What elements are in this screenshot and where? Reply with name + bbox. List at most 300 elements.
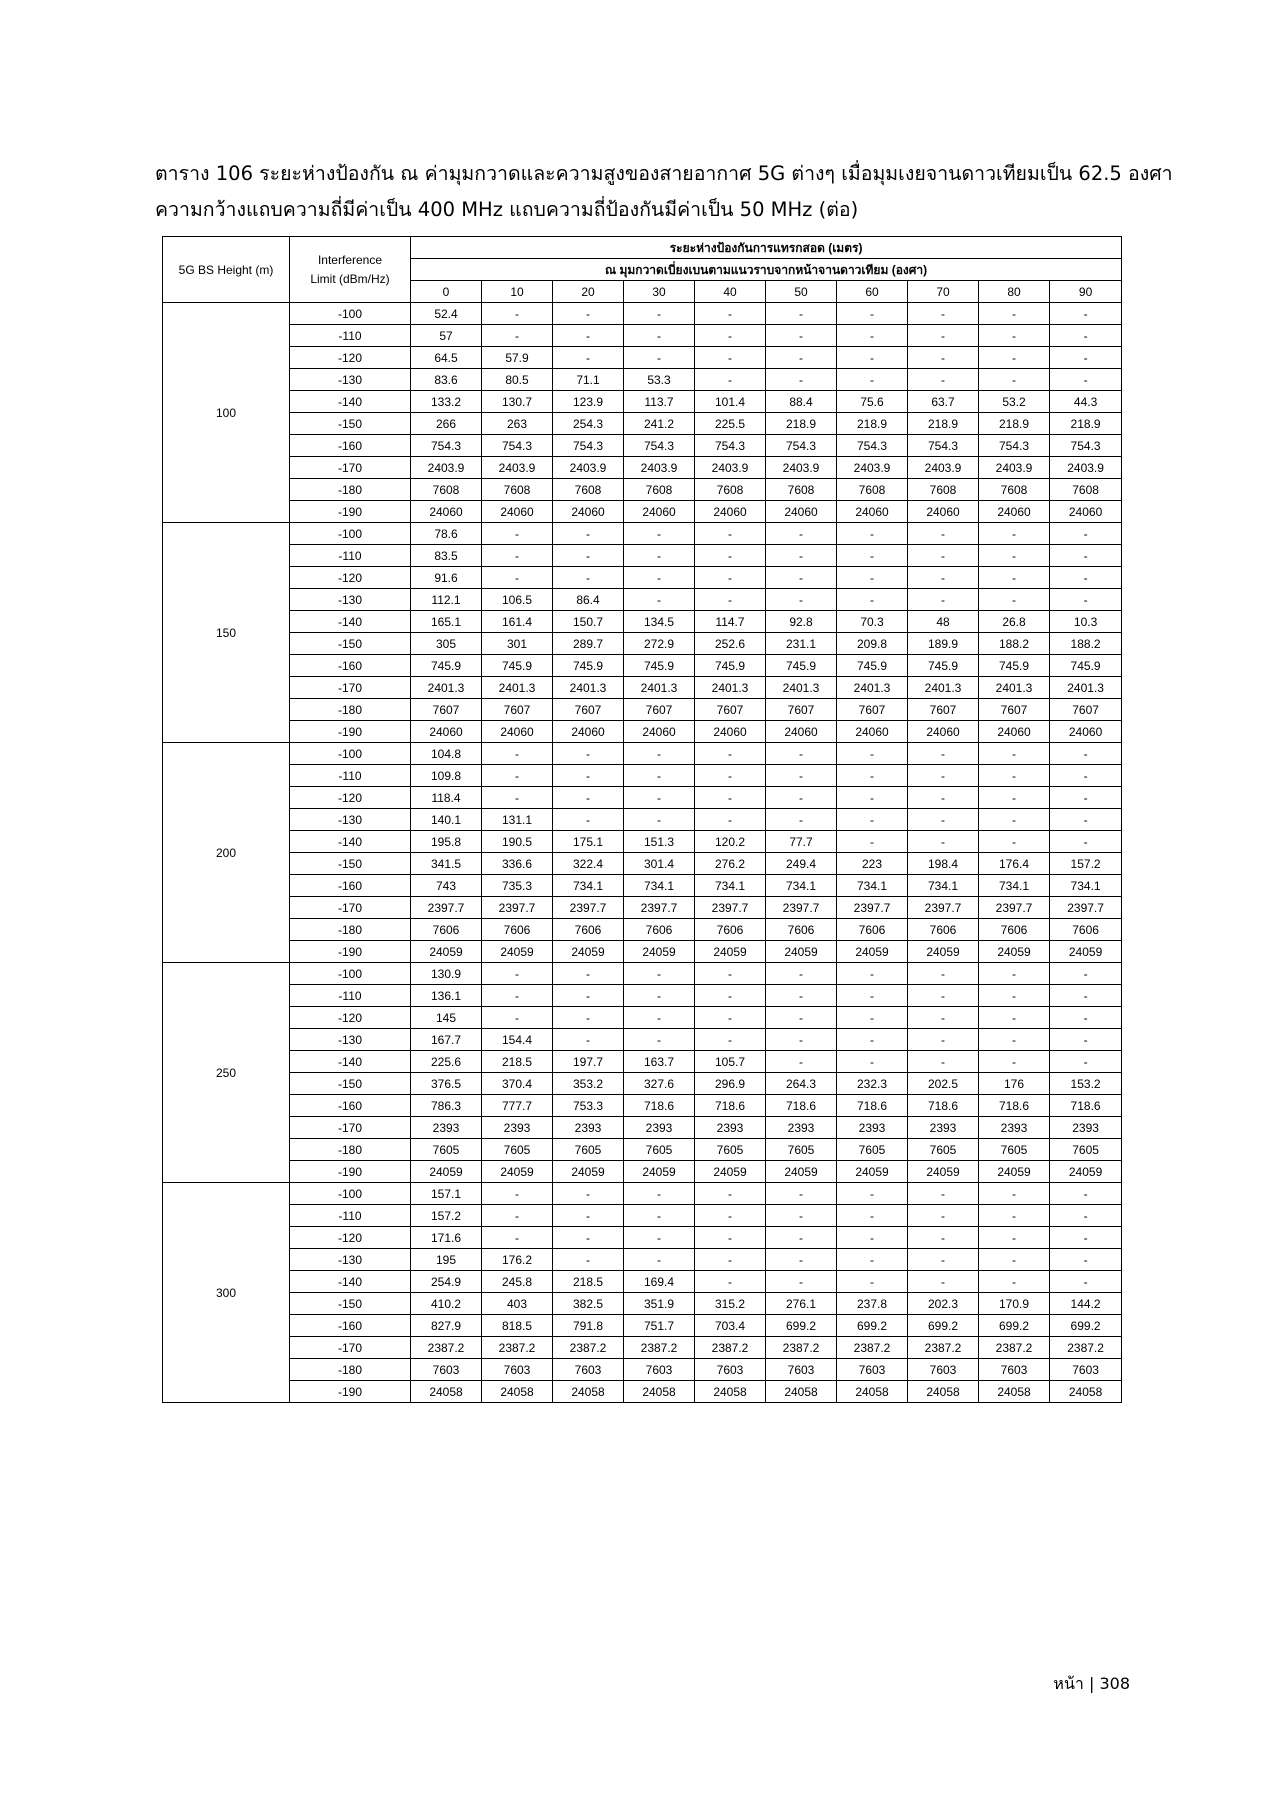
distance-cell: - — [979, 963, 1050, 985]
distance-cell: - — [482, 1007, 553, 1029]
distance-cell: - — [624, 567, 695, 589]
distance-cell: 786.3 — [411, 1095, 482, 1117]
distance-cell: - — [837, 1227, 908, 1249]
distance-cell: 24060 — [837, 501, 908, 523]
distance-cell: - — [553, 1007, 624, 1029]
distance-cell: 7607 — [766, 699, 837, 721]
distance-cell: 734.1 — [1050, 875, 1122, 897]
distance-cell: 154.4 — [482, 1029, 553, 1051]
distance-cell: - — [766, 1271, 837, 1293]
distance-cell: - — [695, 963, 766, 985]
distance-cell: 24059 — [908, 1161, 979, 1183]
distance-cell: - — [1050, 1249, 1122, 1271]
distance-cell: 130.9 — [411, 963, 482, 985]
distance-cell: 2387.2 — [624, 1337, 695, 1359]
table-row — [163, 347, 1122, 369]
distance-cell: 83.5 — [411, 545, 482, 567]
table-row — [163, 1161, 1122, 1183]
distance-cell: 64.5 — [411, 347, 482, 369]
distance-cell: - — [482, 303, 553, 325]
distance-cell: 2397.7 — [837, 897, 908, 919]
distance-cell: 113.7 — [624, 391, 695, 413]
distance-cell: - — [482, 765, 553, 787]
distance-cell: 24058 — [695, 1381, 766, 1403]
distance-cell: 218.5 — [482, 1051, 553, 1073]
distance-cell: 24060 — [553, 501, 624, 523]
distance-cell: - — [766, 347, 837, 369]
table-row — [163, 589, 1122, 611]
distance-cell: - — [908, 1029, 979, 1051]
distance-cell: 24059 — [979, 1161, 1050, 1183]
distance-cell: 753.3 — [553, 1095, 624, 1117]
distance-cell: 7605 — [553, 1139, 624, 1161]
distance-cell: 7603 — [837, 1359, 908, 1381]
distance-cell: - — [624, 1249, 695, 1271]
distance-cell: 24060 — [624, 501, 695, 523]
distance-cell: - — [482, 743, 553, 765]
distance-cell: - — [908, 1205, 979, 1227]
distance-cell: - — [1050, 589, 1122, 611]
distance-cell: 53.3 — [624, 369, 695, 391]
table-row — [163, 479, 1122, 501]
distance-cell: 91.6 — [411, 567, 482, 589]
distance-cell: 223 — [837, 853, 908, 875]
distance-cell: 276.2 — [695, 853, 766, 875]
table-row — [163, 1271, 1122, 1293]
distance-cell: - — [1050, 809, 1122, 831]
distance-cell: - — [553, 347, 624, 369]
distance-cell: 403 — [482, 1293, 553, 1315]
table-row — [163, 875, 1122, 897]
table-row — [163, 1315, 1122, 1337]
interference-limit-cell: -120 — [290, 1227, 411, 1249]
distance-cell: 24060 — [908, 501, 979, 523]
distance-cell: 176.4 — [979, 853, 1050, 875]
table-row — [163, 413, 1122, 435]
distance-cell: - — [1050, 325, 1122, 347]
distance-cell: 24059 — [1050, 941, 1122, 963]
distance-cell: - — [695, 765, 766, 787]
distance-cell: - — [979, 743, 1050, 765]
distance-cell: 2397.7 — [411, 897, 482, 919]
distance-cell: - — [482, 523, 553, 545]
distance-cell: 24059 — [837, 1161, 908, 1183]
distance-cell: 7608 — [553, 479, 624, 501]
distance-cell: - — [979, 303, 1050, 325]
distance-cell: 78.6 — [411, 523, 482, 545]
header-angle-50: 50 — [766, 281, 837, 303]
distance-cell: 754.3 — [482, 435, 553, 457]
distance-cell: - — [695, 1249, 766, 1271]
distance-cell: 2387.2 — [482, 1337, 553, 1359]
interference-limit-cell: -110 — [290, 325, 411, 347]
interference-limit-cell: -190 — [290, 1161, 411, 1183]
distance-cell: 7605 — [979, 1139, 1050, 1161]
distance-cell: 24059 — [411, 941, 482, 963]
interference-limit-cell: -180 — [290, 479, 411, 501]
distance-cell: 24058 — [837, 1381, 908, 1403]
distance-cell: - — [837, 325, 908, 347]
distance-cell: 2397.7 — [553, 897, 624, 919]
distance-cell: 315.2 — [695, 1293, 766, 1315]
distance-cell: 75.6 — [837, 391, 908, 413]
distance-cell: 7603 — [482, 1359, 553, 1381]
distance-cell: 7606 — [908, 919, 979, 941]
distance-cell: 745.9 — [411, 655, 482, 677]
distance-cell: 7605 — [411, 1139, 482, 1161]
table-row — [163, 1205, 1122, 1227]
distance-cell: - — [553, 567, 624, 589]
distance-cell: - — [482, 1227, 553, 1249]
distance-cell: - — [624, 765, 695, 787]
interference-limit-cell: -100 — [290, 1183, 411, 1205]
distance-cell: - — [553, 765, 624, 787]
distance-cell: 7608 — [695, 479, 766, 501]
table-row — [163, 633, 1122, 655]
distance-cell: - — [766, 1227, 837, 1249]
distance-cell: - — [695, 1227, 766, 1249]
table-row — [163, 963, 1122, 985]
distance-cell: - — [908, 589, 979, 611]
interference-limit-cell: -190 — [290, 941, 411, 963]
interference-limit-cell: -190 — [290, 1381, 411, 1403]
distance-cell: 734.1 — [979, 875, 1050, 897]
distance-cell: - — [837, 809, 908, 831]
distance-cell: - — [695, 303, 766, 325]
distance-cell: 163.7 — [624, 1051, 695, 1073]
interference-limit-cell: -140 — [290, 391, 411, 413]
distance-cell: 24059 — [695, 941, 766, 963]
distance-cell: 53.2 — [979, 391, 1050, 413]
distance-cell: 218.9 — [766, 413, 837, 435]
distance-cell: - — [979, 1249, 1050, 1271]
distance-cell: - — [908, 1051, 979, 1073]
distance-cell: - — [908, 787, 979, 809]
distance-cell: - — [766, 1205, 837, 1227]
distance-cell: - — [766, 963, 837, 985]
distance-cell: 24058 — [624, 1381, 695, 1403]
distance-cell: 7607 — [1050, 699, 1122, 721]
distance-cell: 144.2 — [1050, 1293, 1122, 1315]
distance-cell: - — [553, 523, 624, 545]
interference-limit-cell: -130 — [290, 369, 411, 391]
distance-cell: 232.3 — [837, 1073, 908, 1095]
distance-cell: 197.7 — [553, 1051, 624, 1073]
table-row — [163, 985, 1122, 1007]
distance-cell: - — [695, 589, 766, 611]
distance-cell: - — [979, 567, 1050, 589]
distance-cell: 7608 — [411, 479, 482, 501]
distance-cell: 176 — [979, 1073, 1050, 1095]
distance-cell: - — [766, 523, 837, 545]
distance-cell: 83.6 — [411, 369, 482, 391]
distance-cell: - — [1050, 347, 1122, 369]
distance-cell: 7603 — [695, 1359, 766, 1381]
distance-cell: - — [908, 831, 979, 853]
distance-cell: - — [1050, 765, 1122, 787]
distance-cell: - — [695, 1183, 766, 1205]
distance-cell: 7606 — [766, 919, 837, 941]
distance-cell: - — [624, 303, 695, 325]
distance-cell: 2403.9 — [837, 457, 908, 479]
distance-cell: 145 — [411, 1007, 482, 1029]
distance-cell: - — [766, 787, 837, 809]
table-row — [163, 1337, 1122, 1359]
table-row — [163, 1293, 1122, 1315]
distance-cell: - — [1050, 567, 1122, 589]
distance-cell: - — [624, 1183, 695, 1205]
distance-cell: 276.1 — [766, 1293, 837, 1315]
distance-cell: 2397.7 — [482, 897, 553, 919]
distance-cell: 101.4 — [695, 391, 766, 413]
distance-cell: 322.4 — [553, 853, 624, 875]
distance-cell: 2403.9 — [1050, 457, 1122, 479]
distance-cell: 24059 — [553, 1161, 624, 1183]
distance-cell: 2387.2 — [695, 1337, 766, 1359]
distance-cell: - — [695, 369, 766, 391]
distance-cell: 2403.9 — [482, 457, 553, 479]
table-row — [163, 897, 1122, 919]
distance-cell: 734.1 — [553, 875, 624, 897]
distance-cell: 743 — [411, 875, 482, 897]
distance-cell: 754.3 — [766, 435, 837, 457]
distance-cell: 7607 — [979, 699, 1050, 721]
distance-cell: 24059 — [411, 1161, 482, 1183]
distance-cell: 24060 — [979, 501, 1050, 523]
bs-height-cell: 100 — [163, 303, 290, 523]
distance-cell: 254.9 — [411, 1271, 482, 1293]
header-protection-distance: ระยะห่างป้องกันการแทรกสอด (เมตร) — [411, 237, 1122, 259]
table-row — [163, 787, 1122, 809]
distance-cell: 699.2 — [979, 1315, 1050, 1337]
distance-cell: - — [553, 1227, 624, 1249]
distance-cell: - — [1050, 831, 1122, 853]
distance-cell: 24060 — [411, 501, 482, 523]
distance-cell: 24059 — [766, 1161, 837, 1183]
protection-distance-table — [162, 236, 1122, 1403]
interference-limit-cell: -170 — [290, 1117, 411, 1139]
distance-cell: 2393 — [1050, 1117, 1122, 1139]
distance-cell: - — [979, 589, 1050, 611]
distance-cell: - — [553, 1205, 624, 1227]
header-azimuth-angle: ณ มุมกวาดเบี่ยงเบนตามแนวราบจากหน้าจานดาวเทียม (องศา) — [411, 259, 1122, 281]
distance-cell: - — [979, 325, 1050, 347]
table-row — [163, 303, 1122, 325]
interference-limit-cell: -170 — [290, 457, 411, 479]
interference-limit-cell: -150 — [290, 633, 411, 655]
distance-cell: 2403.9 — [766, 457, 837, 479]
distance-cell: 754.3 — [695, 435, 766, 457]
header-bs-height: 5G BS Height (m) — [163, 237, 290, 303]
distance-cell: - — [624, 985, 695, 1007]
distance-cell: - — [979, 985, 1050, 1007]
distance-cell: 24060 — [553, 721, 624, 743]
distance-cell: - — [553, 809, 624, 831]
distance-cell: 718.6 — [624, 1095, 695, 1117]
distance-cell: 157.1 — [411, 1183, 482, 1205]
distance-cell: - — [837, 1029, 908, 1051]
distance-cell: 2393 — [411, 1117, 482, 1139]
distance-cell: 24059 — [766, 941, 837, 963]
interference-limit-cell: -110 — [290, 985, 411, 1007]
table-row — [163, 699, 1122, 721]
interference-limit-cell: -120 — [290, 1007, 411, 1029]
distance-cell: - — [1050, 369, 1122, 391]
distance-cell: - — [837, 1051, 908, 1073]
distance-cell: 105.7 — [695, 1051, 766, 1073]
table-row — [163, 1117, 1122, 1139]
distance-cell: 353.2 — [553, 1073, 624, 1095]
interference-limit-cell: -130 — [290, 589, 411, 611]
distance-cell: 218.9 — [979, 413, 1050, 435]
distance-cell: 24059 — [624, 941, 695, 963]
table-row — [163, 1249, 1122, 1271]
distance-cell: 301 — [482, 633, 553, 655]
distance-cell: 106.5 — [482, 589, 553, 611]
table-row — [163, 369, 1122, 391]
distance-cell: 24060 — [766, 721, 837, 743]
distance-cell: - — [482, 985, 553, 1007]
distance-cell: 2401.3 — [1050, 677, 1122, 699]
distance-cell: 754.3 — [411, 435, 482, 457]
distance-cell: - — [837, 985, 908, 1007]
distance-cell: - — [1050, 1007, 1122, 1029]
header-angle-20: 20 — [553, 281, 624, 303]
distance-cell: - — [908, 523, 979, 545]
distance-cell: 745.9 — [766, 655, 837, 677]
distance-cell: - — [837, 545, 908, 567]
distance-cell: 734.1 — [766, 875, 837, 897]
distance-cell: 2403.9 — [553, 457, 624, 479]
distance-cell: 7607 — [624, 699, 695, 721]
distance-cell: 745.9 — [695, 655, 766, 677]
distance-cell: 827.9 — [411, 1315, 482, 1337]
header-angle-0: 0 — [411, 281, 482, 303]
distance-cell: 71.1 — [553, 369, 624, 391]
distance-cell: 777.7 — [482, 1095, 553, 1117]
header-interference-line-2: Limit (dBm/Hz) — [310, 271, 390, 286]
interference-limit-cell: -140 — [290, 1051, 411, 1073]
caption-line-1: ตาราง 106 ระยะห่างป้องกัน ณ ค่ามุมกวาดและความสูงของสายอากาศ 5G ต่างๆ เมื่อมุมเงยจานดาวเทียมเป็น 62.5 องศา — [155, 162, 1173, 185]
table-row — [163, 1007, 1122, 1029]
distance-cell: - — [908, 325, 979, 347]
distance-cell: - — [482, 325, 553, 347]
distance-cell: 2387.2 — [411, 1337, 482, 1359]
distance-cell: 24060 — [908, 721, 979, 743]
distance-cell: 80.5 — [482, 369, 553, 391]
distance-cell: - — [766, 1007, 837, 1029]
interference-limit-cell: -100 — [290, 303, 411, 325]
distance-cell: - — [624, 809, 695, 831]
distance-cell: - — [979, 1183, 1050, 1205]
distance-cell: - — [695, 523, 766, 545]
distance-cell: 24060 — [979, 721, 1050, 743]
distance-cell: 133.2 — [411, 391, 482, 413]
distance-cell: - — [908, 1227, 979, 1249]
distance-cell: - — [695, 567, 766, 589]
distance-cell: - — [979, 1227, 1050, 1249]
distance-cell: 718.6 — [1050, 1095, 1122, 1117]
distance-cell: 2397.7 — [766, 897, 837, 919]
distance-cell: 7606 — [411, 919, 482, 941]
distance-cell: 718.6 — [695, 1095, 766, 1117]
distance-cell: 7603 — [411, 1359, 482, 1381]
distance-cell: - — [837, 831, 908, 853]
distance-cell: - — [553, 963, 624, 985]
interference-limit-cell: -110 — [290, 765, 411, 787]
interference-limit-cell: -150 — [290, 1073, 411, 1095]
distance-cell: - — [766, 765, 837, 787]
distance-cell: - — [766, 1249, 837, 1271]
distance-cell: 24058 — [979, 1381, 1050, 1403]
distance-cell: 171.6 — [411, 1227, 482, 1249]
distance-cell: 718.6 — [766, 1095, 837, 1117]
distance-cell: 2387.2 — [908, 1337, 979, 1359]
distance-cell: 24059 — [1050, 1161, 1122, 1183]
distance-cell: 26.8 — [979, 611, 1050, 633]
interference-limit-cell: -130 — [290, 1029, 411, 1051]
header-interference-line-1: Interference — [317, 252, 383, 267]
distance-cell: 754.3 — [624, 435, 695, 457]
distance-cell: 376.5 — [411, 1073, 482, 1095]
distance-cell: - — [553, 545, 624, 567]
distance-cell: 336.6 — [482, 853, 553, 875]
distance-cell: 237.8 — [837, 1293, 908, 1315]
distance-cell: - — [766, 369, 837, 391]
distance-cell: - — [837, 787, 908, 809]
distance-cell: - — [766, 545, 837, 567]
distance-cell: - — [482, 567, 553, 589]
distance-cell: 195 — [411, 1249, 482, 1271]
distance-cell: - — [766, 1183, 837, 1205]
distance-cell: 7608 — [1050, 479, 1122, 501]
distance-cell: - — [979, 831, 1050, 853]
table-caption — [155, 156, 1173, 228]
distance-cell: 745.9 — [482, 655, 553, 677]
distance-cell: - — [766, 589, 837, 611]
distance-cell: - — [908, 567, 979, 589]
interference-limit-cell: -150 — [290, 1293, 411, 1315]
distance-cell: 24060 — [1050, 721, 1122, 743]
distance-cell: - — [837, 523, 908, 545]
distance-cell: 2397.7 — [908, 897, 979, 919]
distance-cell: 112.1 — [411, 589, 482, 611]
distance-cell: 2393 — [979, 1117, 1050, 1139]
distance-cell: 2393 — [695, 1117, 766, 1139]
distance-cell: 7608 — [766, 479, 837, 501]
distance-cell: 2403.9 — [979, 457, 1050, 479]
interference-limit-cell: -170 — [290, 677, 411, 699]
distance-cell: 44.3 — [1050, 391, 1122, 413]
table-row — [163, 545, 1122, 567]
distance-cell: 735.3 — [482, 875, 553, 897]
distance-cell: 754.3 — [1050, 435, 1122, 457]
distance-cell: 2401.3 — [624, 677, 695, 699]
distance-cell: 7606 — [624, 919, 695, 941]
distance-cell: 7603 — [766, 1359, 837, 1381]
distance-cell: 7607 — [837, 699, 908, 721]
interference-limit-cell: -160 — [290, 1095, 411, 1117]
interference-limit-cell: -170 — [290, 1337, 411, 1359]
distance-cell: - — [1050, 743, 1122, 765]
distance-cell: 190.5 — [482, 831, 553, 853]
bs-height-cell: 300 — [163, 1183, 290, 1403]
distance-cell: - — [908, 809, 979, 831]
distance-cell: 24058 — [766, 1381, 837, 1403]
distance-cell: - — [979, 369, 1050, 391]
distance-cell: 131.1 — [482, 809, 553, 831]
distance-cell: - — [908, 545, 979, 567]
